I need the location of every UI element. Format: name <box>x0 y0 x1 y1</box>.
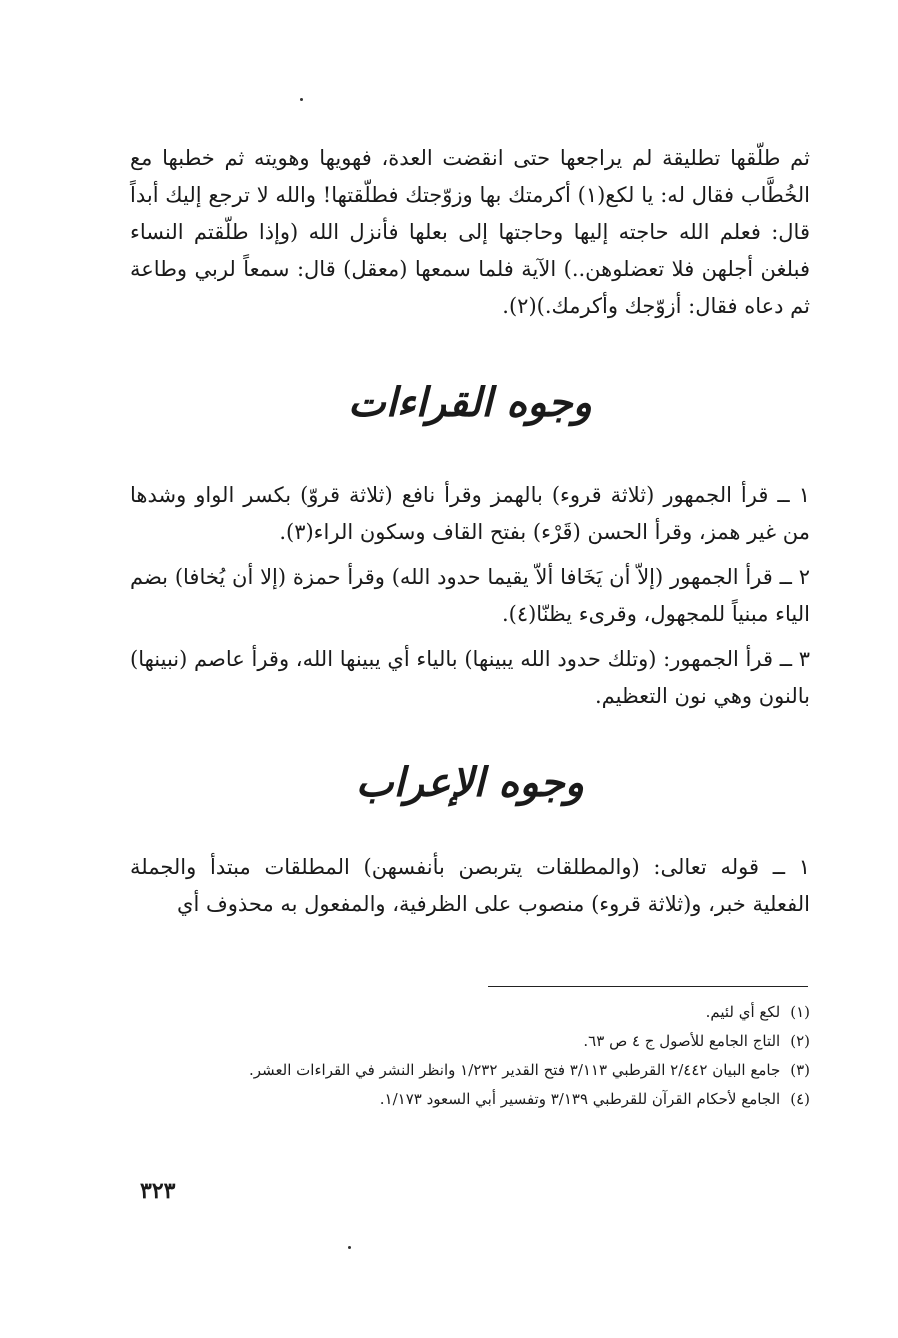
footnote-2: (٢)التاج الجامع للأصول ج ٤ ص ٦٣. <box>583 1032 810 1050</box>
section-heading-grammar: وجوه الإعراب <box>355 759 585 806</box>
footnotes <box>130 998 810 1114</box>
page-number: ٣٢٣ <box>140 1178 176 1204</box>
footnote-divider <box>488 986 808 987</box>
section-heading-readings: وجوه القراءات <box>348 379 592 426</box>
intro-paragraph: ثم طلّقها تطليقة لم يراجعها حتى انقضت العدة، فهويها وهويته ثم خطبها مع الخُطَّاب فقال له: يا لكع(١) أكرمتك بها وزوّجتك فطلّقتها! والله لا ترجع إليك أبداً قال: فعلم الله حاجته إليها وحاجتها إلى بعلها فأنزل الله (وإذا طلّقتم النساء فبلغن أجلهن فلا تعضلوهن..) الآية فلما سمعها (معقل) قال: سمعاً لربي وطاعة ثم دعاه فقال: أزوّجك وأكرمك.)(٢). <box>130 146 810 318</box>
reading-item-3: ٣ ــ قرأ الجمهور: (وتلك حدود الله يبينها) بالياء أي يبينها الله، وقرأ عاصم (نبينها) بالنون وهي نون التعظيم. <box>130 647 810 708</box>
footnote-1: (١)لكع أي لئيم. <box>705 1003 810 1021</box>
footnote-4: (٤)الجامع لأحكام القرآن للقرطبي ٣/١٣٩ وتفسير أبي السعود ١/١٧٣. <box>379 1090 810 1108</box>
footnote-3: (٣)جامع البيان ٢/٤٤٢ القرطبي ٣/١١٣ فتح القدير ١/٢٣٢ وانظر النشر في القراءات العشر. <box>249 1061 810 1079</box>
speck <box>348 1246 351 1249</box>
speck <box>300 98 303 101</box>
reading-item-1: ١ ــ قرأ الجمهور (ثلاثة قروء) بالهمز وقرأ نافع (ثلاثة قروّ) بكسر الواو وشدها من غير همز، وقرأ الحسن (قَرْء) بفتح القاف وسكون الراء(٣). <box>130 483 810 544</box>
reading-item-2: ٢ ــ قرأ الجمهور (إلاّ أن يَخَافا ألاّ يقيما حدود الله) وقرأ حمزة (إلا أن يُخافا) بضم الياء مبنياً للمجهول، وقرىء يظنّا(٤). <box>130 565 810 626</box>
grammar-item-1: ١ ــ قوله تعالى: (والمطلقات يتربصن بأنفسهن) المطلقات مبتدأ والجملة الفعلية خبر، و(ثلاثة قروء) منصوب على الظرفية، والمفعول به محذوف أي <box>130 855 810 916</box>
page-body <box>130 140 810 923</box>
